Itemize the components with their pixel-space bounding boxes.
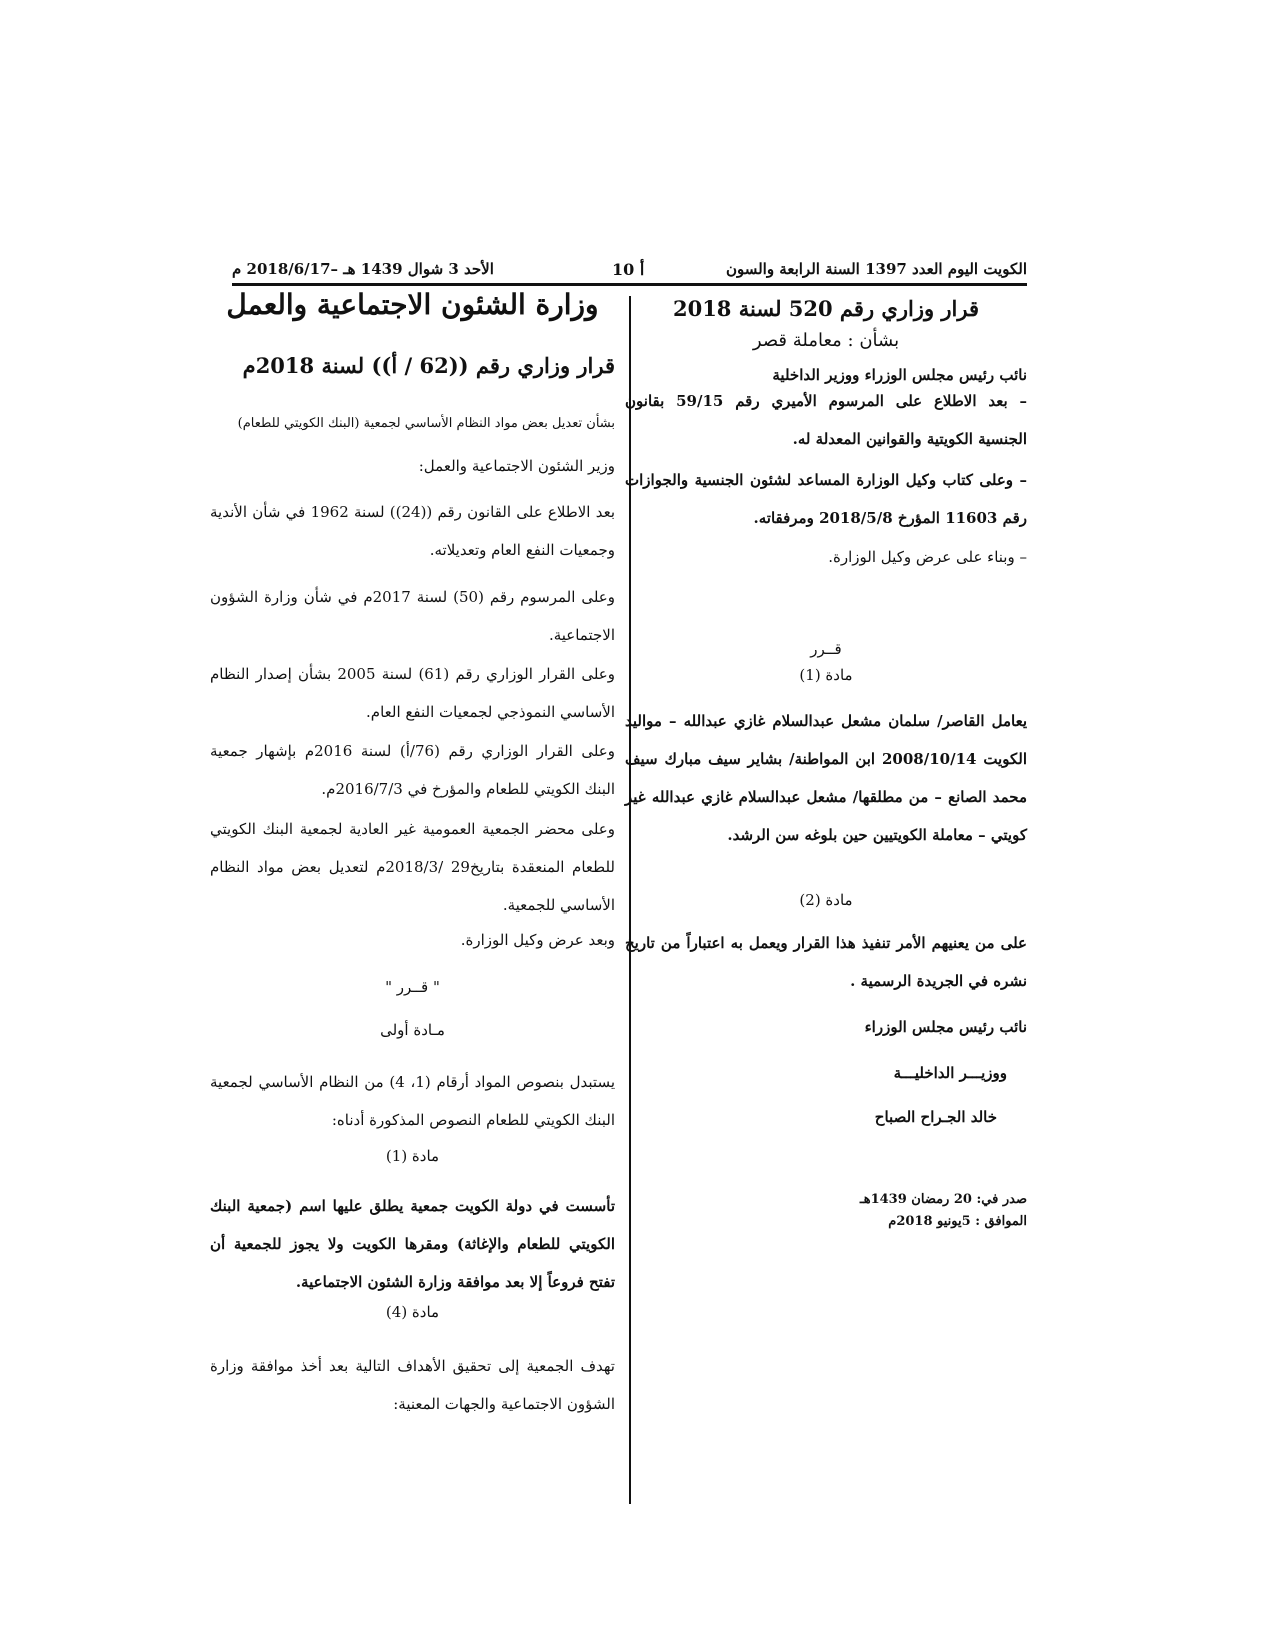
decree-520-issuer: نائب رئيس مجلس الوزراء ووزير الداخلية — [772, 366, 1027, 384]
decree-520-preamble-1: – بعد الاطلاع على المرسوم الأميري رقم 59/15 بقانون الجنسية الكويتية والقوانين المعدلة له. — [625, 392, 1028, 448]
decree-62-preamble-4: وعلى القرار الوزاري رقم (76/أ) لسنة 2016م بإشهار جمعية البنك الكويتي للطعام والمؤرخ في 2016/7/3م. — [210, 742, 615, 798]
decree-520-article-1-text: يعامل القاصر/ سلمان مشعل عبدالسلام غازي عبدالله – مواليد الكويت 2008/10/14 ابن المواطنة/ بشاير سيف مبارك سيف محمد الصانع – من مطلقها/ مشعل عبدالسلام غازي عبدالله غير كويتي – معاملة الكويتيين حين بلوغه سن الرشد. — [625, 712, 1028, 844]
decree-62-article-1-text: تأسست في دولة الكويت جمعية يطلق عليها اسم (جمعية البنك الكويتي للطعام والإغاثة) ومقرها الكويت ولا يجوز للجمعية أن تفتح فروعاً إلا بعد موافقة وزارة الشئون الاجتماعية. — [210, 1197, 615, 1291]
decree-62-preamble-1: بعد الاطلاع على القانون رقم ((24)) لسنة 1962 في شأن الأندية وجمعيات النفع العام وتعديلاته. — [210, 503, 615, 559]
decree-520-preamble-2: – وعلى كتاب وكيل الوزارة المساعد لشئون الجنسية والجوازات رقم 11603 المؤرخ 2018/5/8 ومرفقاته. — [625, 471, 1027, 527]
decree-62-preamble-3: وعلى القرار الوزاري رقم (61) لسنة 2005 بشأن إصدار النظام الأساسي النموذجي لجمعيات النفع العام. — [210, 665, 615, 721]
decree-62-article-1-heading: مادة (1) — [385, 1147, 440, 1165]
decree-62-article-4-text: تهدف الجمعية إلى تحقيق الأهداف التالية بعد أخذ موافقة وزارة الشؤون الاجتماعية والجهات المعنية: — [210, 1357, 615, 1413]
decree-62-subject: بشأن تعديل بعض مواد النظام الأساسي لجمعية (البنك الكويتي للطعام) — [237, 416, 615, 431]
decree-62-first-article-text: يستبدل بنصوص المواد أرقام (1، 4) من النظام الأساسي لجمعية البنك الكويتي للطعام النصوص المذكورة أدناه: — [210, 1073, 616, 1129]
decree-62-preamble-6: وبعد عرض وكيل الوزارة. — [460, 931, 615, 949]
decree-520-decided: قــرر — [810, 640, 842, 658]
decree-520-preamble-3: – وبناء على عرض وكيل الوزارة. — [828, 548, 1027, 566]
decree-62-first-article-heading: مـادة أولى — [380, 1021, 445, 1039]
corresponding-date: الموافق : 5يونيو 2018م — [888, 1214, 1027, 1229]
header-issue-info: الكويت اليوم العدد 1397 السنة الرابعة والسون — [725, 260, 1027, 278]
decree-520-article-1-heading: مادة (1) — [799, 666, 853, 684]
header-date: الأحد 3 شوال 1439 هـ –2018/6/17 م — [232, 260, 494, 278]
decree-520-subject: بشأن : معاملة قصر — [752, 330, 900, 351]
decree-62-decided: " قــرر " — [385, 978, 440, 996]
signature-title-1: نائب رئيس مجلس الوزراء — [864, 1018, 1027, 1036]
signature-title-2: ووزيـــر الداخليـــة — [893, 1064, 1007, 1082]
ministry-title: وزارة الشئون الاجتماعية والعمل — [226, 288, 599, 321]
decree-520-article-2-heading: مادة (2) — [799, 891, 853, 909]
issue-date: صدر في: 20 رمضان 1439هـ — [859, 1192, 1027, 1207]
decree-520-article-2-text: على من يعنيهم الأمر تنفيذ هذا القرار ويعمل به اعتباراً من تاريخ نشره في الجريدة الرسمية . — [625, 934, 1027, 990]
decree-62-preamble-2: وعلى المرسوم رقم (50) لسنة 2017م في شأن وزارة الشؤون الاجتماعية. — [210, 588, 615, 644]
header-rule — [232, 283, 1027, 286]
header-page-number: أ 10 — [612, 260, 645, 279]
decree-520-title: قرار وزاري رقم 520 لسنة 2018 — [672, 296, 980, 321]
decree-62-article-4-heading: مادة (4) — [385, 1303, 440, 1321]
decree-62-issuer: وزير الشئون الاجتماعية والعمل: — [418, 457, 615, 475]
page-header — [232, 256, 1027, 282]
signature-name: خالد الجـراح الصباح — [874, 1108, 997, 1126]
decree-62-title: قرار وزاري رقم ((62 / أ)) لسنة 2018م — [242, 353, 615, 378]
decree-62-preamble-5: وعلى محضر الجمعية العمومية غير العادية لجمعية البنك الكويتي للطعام المنعقدة بتاريخ29 /2018/3م لتعديل بعض مواد النظام الأساسي للجمعية. — [210, 820, 615, 914]
